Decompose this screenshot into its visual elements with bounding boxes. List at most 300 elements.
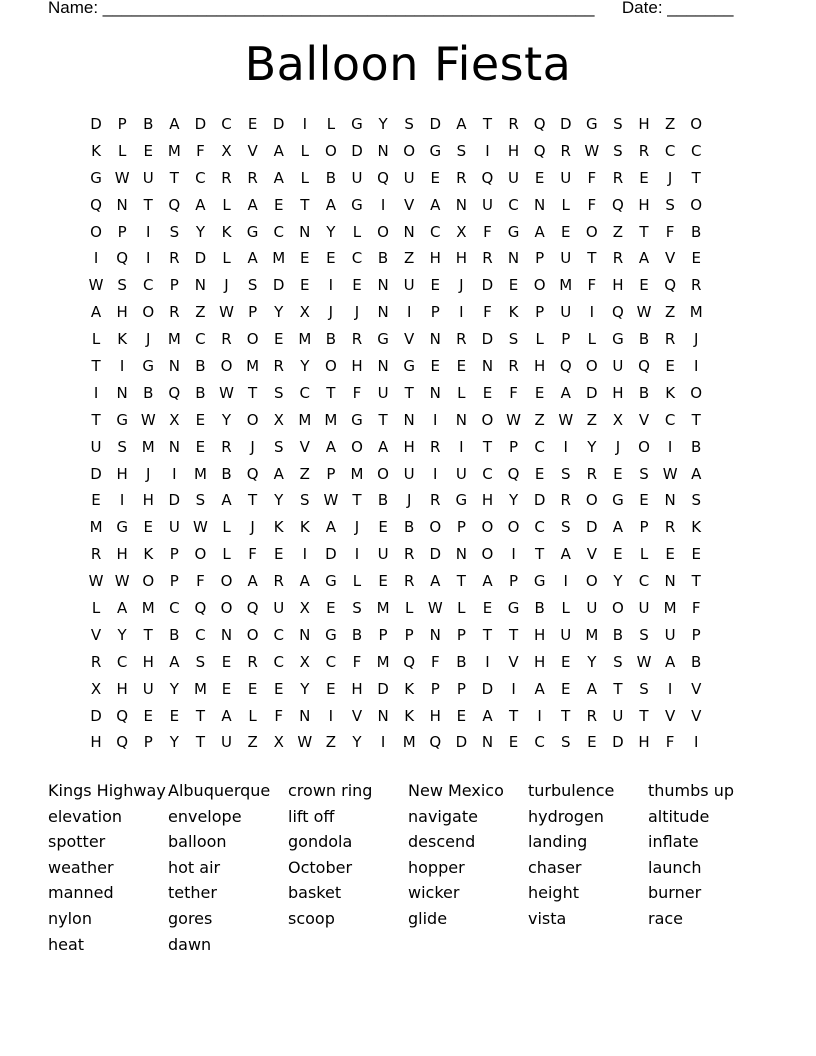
grid-letter[interactable]: U xyxy=(403,276,415,295)
grid-letter[interactable]: M xyxy=(585,625,599,644)
grid-letter[interactable]: P xyxy=(509,437,519,456)
grid-letter[interactable]: Q xyxy=(116,249,129,268)
grid-letter[interactable]: E xyxy=(456,706,467,725)
grid-letter[interactable]: M xyxy=(141,437,155,456)
grid-letter[interactable]: D xyxy=(90,706,102,725)
grid-letter[interactable]: B xyxy=(325,330,337,349)
grid-letter[interactable]: R xyxy=(664,330,676,349)
grid-letter[interactable]: I xyxy=(433,410,438,429)
grid-letter[interactable]: R xyxy=(430,437,441,456)
grid-letter[interactable]: L xyxy=(535,330,544,349)
grid-letter[interactable]: E xyxy=(665,545,675,564)
grid-letter[interactable]: E xyxy=(534,168,545,187)
grid-letter[interactable]: F xyxy=(352,383,362,402)
grid-letter[interactable]: I xyxy=(93,383,99,402)
grid-letter[interactable]: X xyxy=(299,652,310,671)
grid-letter[interactable]: L xyxy=(639,545,649,564)
grid-letter[interactable]: Q xyxy=(507,464,520,483)
grid-letter[interactable]: I xyxy=(563,437,568,456)
grid-letter[interactable]: Y xyxy=(508,491,519,510)
grid-letter[interactable]: G xyxy=(90,168,102,187)
grid-letter[interactable]: N xyxy=(220,625,233,644)
grid-letter[interactable]: E xyxy=(221,679,232,698)
grid-letter[interactable]: R xyxy=(430,491,441,510)
grid-letter[interactable]: O xyxy=(90,222,102,241)
grid-letter[interactable]: X xyxy=(221,141,232,160)
grid-letter[interactable]: E xyxy=(665,357,675,376)
grid-letter[interactable]: V xyxy=(90,625,102,644)
grid-letter[interactable]: P xyxy=(248,303,258,322)
grid-letter[interactable]: H xyxy=(116,545,128,564)
grid-letter[interactable]: N xyxy=(299,706,311,725)
grid-letter[interactable]: F xyxy=(430,652,440,671)
grid-letter[interactable]: K xyxy=(404,679,415,698)
grid-letter[interactable]: J xyxy=(459,276,464,295)
grid-letter[interactable]: Q xyxy=(403,652,416,671)
grid-letter[interactable]: B xyxy=(195,357,206,376)
grid-letter[interactable]: I xyxy=(667,679,673,698)
grid-letter[interactable]: Q xyxy=(533,141,546,160)
grid-letter[interactable]: C xyxy=(690,141,702,160)
grid-letter[interactable]: V xyxy=(299,437,310,456)
grid-letter[interactable]: C xyxy=(273,625,284,644)
grid-letter[interactable]: A xyxy=(221,706,232,725)
grid-letter[interactable]: B xyxy=(195,383,206,402)
grid-letter[interactable]: H xyxy=(455,249,467,268)
grid-letter[interactable]: N xyxy=(377,276,389,295)
grid-letter[interactable]: L xyxy=(457,383,466,402)
grid-letter[interactable]: I xyxy=(328,276,334,295)
grid-letter[interactable]: W xyxy=(297,733,313,752)
grid-letter[interactable]: L xyxy=(248,706,257,725)
grid-letter[interactable]: H xyxy=(534,357,546,376)
grid-letter[interactable]: T xyxy=(482,625,493,644)
grid-letter[interactable]: I xyxy=(119,357,125,376)
grid-letter[interactable]: J xyxy=(250,518,255,537)
grid-letter[interactable]: D xyxy=(429,115,442,133)
grid-letter[interactable]: V xyxy=(691,679,702,698)
grid-letter[interactable]: H xyxy=(612,276,624,295)
grid-letter[interactable]: I xyxy=(485,652,490,671)
grid-letter[interactable]: L xyxy=(222,195,231,214)
grid-letter[interactable]: Z xyxy=(664,303,676,322)
grid-letter[interactable]: O xyxy=(481,410,494,429)
grid-letter[interactable]: S xyxy=(613,115,623,133)
grid-letter[interactable]: M xyxy=(272,249,286,268)
grid-letter[interactable]: T xyxy=(91,410,101,429)
grid-letter[interactable]: D xyxy=(194,249,207,268)
grid-letter[interactable]: T xyxy=(691,410,701,429)
grid-letter[interactable]: J xyxy=(250,437,255,456)
grid-letter[interactable]: G xyxy=(612,491,624,510)
grid-letter[interactable]: A xyxy=(534,679,545,698)
grid-letter[interactable]: X xyxy=(299,599,310,618)
grid-letter[interactable]: E xyxy=(273,545,284,564)
grid-letter[interactable]: R xyxy=(273,572,284,591)
grid-letter[interactable]: T xyxy=(404,383,414,402)
grid-letter[interactable]: I xyxy=(328,706,334,725)
grid-letter[interactable]: U xyxy=(221,733,232,752)
grid-letter[interactable]: I xyxy=(485,141,490,160)
grid-letter[interactable]: I xyxy=(537,706,542,725)
grid-letter[interactable]: A xyxy=(586,679,597,698)
grid-letter[interactable]: E xyxy=(378,518,388,537)
grid-letter[interactable]: W xyxy=(636,303,652,322)
grid-letter[interactable]: R xyxy=(560,141,571,160)
grid-letter[interactable]: Y xyxy=(587,652,597,671)
grid-letter[interactable]: I xyxy=(146,222,151,241)
grid-letter[interactable]: C xyxy=(325,652,337,671)
grid-letter[interactable]: N xyxy=(377,706,389,725)
grid-letter[interactable]: E xyxy=(560,679,571,698)
grid-letter[interactable]: I xyxy=(667,437,673,456)
grid-letter[interactable]: P xyxy=(326,464,336,483)
grid-letter[interactable]: T xyxy=(352,491,362,510)
grid-letter[interactable]: G xyxy=(325,625,337,644)
grid-letter[interactable]: Q xyxy=(429,733,442,752)
grid-letter[interactable]: H xyxy=(507,141,520,160)
grid-letter[interactable]: S xyxy=(195,652,206,671)
grid-letter[interactable]: U xyxy=(508,168,520,187)
grid-letter[interactable]: W xyxy=(114,168,130,187)
grid-letter[interactable]: S xyxy=(665,195,675,214)
grid-letter[interactable]: E xyxy=(143,706,153,725)
grid-letter[interactable]: D xyxy=(586,383,598,402)
grid-letter[interactable]: C xyxy=(534,733,545,752)
grid-letter[interactable]: F xyxy=(665,733,675,752)
grid-letter[interactable]: H xyxy=(116,464,128,483)
grid-letter[interactable]: L xyxy=(561,599,570,618)
grid-letter[interactable]: B xyxy=(221,464,232,483)
grid-letter[interactable]: N xyxy=(429,330,441,349)
grid-letter[interactable]: W xyxy=(558,410,574,429)
grid-letter[interactable]: T xyxy=(248,491,258,510)
grid-letter[interactable]: F xyxy=(691,599,701,618)
grid-letter[interactable]: M xyxy=(559,276,573,295)
grid-letter[interactable]: O xyxy=(638,437,650,456)
grid-letter[interactable]: N xyxy=(377,303,389,322)
grid-letter[interactable]: O xyxy=(377,464,389,483)
grid-letter[interactable]: F xyxy=(665,222,675,241)
grid-letter[interactable]: O xyxy=(585,491,598,510)
grid-letter[interactable]: F xyxy=(509,383,518,402)
name-field[interactable]: Name: ____________________________________________________ xyxy=(48,0,595,17)
grid-letter[interactable]: H xyxy=(403,437,415,456)
grid-letter[interactable]: W xyxy=(427,599,443,618)
grid-letter[interactable]: V xyxy=(586,545,597,564)
grid-letter[interactable]: W xyxy=(636,652,652,671)
grid-letter[interactable]: Q xyxy=(612,195,624,214)
grid-letter[interactable]: A xyxy=(534,222,545,241)
grid-letter[interactable]: T xyxy=(561,706,571,725)
grid-letter[interactable]: E xyxy=(169,706,180,725)
grid-letter[interactable]: G xyxy=(507,222,520,241)
grid-letter[interactable]: T xyxy=(613,679,623,698)
grid-letter[interactable]: S xyxy=(352,599,362,618)
grid-letter[interactable]: R xyxy=(403,545,415,564)
grid-letter[interactable]: I xyxy=(380,195,386,214)
grid-letter[interactable]: D xyxy=(272,115,285,133)
grid-letter[interactable]: S xyxy=(613,652,623,671)
grid-letter[interactable]: H xyxy=(142,491,154,510)
grid-letter[interactable]: A xyxy=(456,115,467,133)
grid-letter[interactable]: J xyxy=(406,491,412,510)
grid-letter[interactable]: G xyxy=(533,572,546,591)
grid-letter[interactable]: V xyxy=(508,652,519,671)
grid-letter[interactable]: I xyxy=(459,303,464,322)
grid-letter[interactable]: I xyxy=(172,464,177,483)
grid-letter[interactable]: S xyxy=(560,733,571,752)
grid-letter[interactable]: W xyxy=(219,383,234,402)
grid-letter[interactable]: N xyxy=(168,437,180,456)
grid-letter[interactable]: K xyxy=(404,706,415,725)
grid-letter[interactable]: U xyxy=(455,464,467,483)
grid-letter[interactable]: I xyxy=(354,545,360,564)
grid-letter[interactable]: C xyxy=(221,115,232,133)
grid-letter[interactable]: I xyxy=(589,303,595,322)
grid-letter[interactable]: K xyxy=(117,330,128,349)
grid-letter[interactable]: S xyxy=(639,625,649,644)
grid-letter[interactable]: F xyxy=(196,141,205,160)
grid-letter[interactable]: E xyxy=(560,222,571,241)
grid-letter[interactable]: P xyxy=(117,222,127,241)
grid-letter[interactable]: Y xyxy=(300,679,310,698)
grid-letter[interactable]: P xyxy=(691,625,701,644)
grid-letter[interactable]: A xyxy=(273,141,284,160)
grid-letter[interactable]: B xyxy=(691,222,702,241)
grid-letter[interactable]: D xyxy=(481,679,494,698)
grid-letter[interactable]: E xyxy=(143,518,153,537)
grid-letter[interactable]: I xyxy=(511,679,516,698)
grid-letter[interactable]: I xyxy=(406,303,412,322)
grid-letter[interactable]: S xyxy=(404,115,414,133)
grid-letter[interactable]: G xyxy=(586,115,598,133)
grid-letter[interactable]: S xyxy=(691,491,701,510)
grid-letter[interactable]: S xyxy=(117,437,127,456)
grid-letter[interactable]: U xyxy=(560,249,572,268)
grid-letter[interactable]: S xyxy=(639,679,649,698)
grid-letter[interactable]: B xyxy=(325,168,337,187)
grid-letter[interactable]: R xyxy=(638,141,650,160)
grid-letter[interactable]: L xyxy=(300,168,309,187)
grid-letter[interactable]: Q xyxy=(168,195,181,214)
grid-letter[interactable]: X xyxy=(299,303,310,322)
grid-letter[interactable]: T xyxy=(169,168,179,187)
grid-letter[interactable]: C xyxy=(142,276,154,295)
grid-letter[interactable]: Q xyxy=(194,599,207,618)
grid-letter[interactable]: T xyxy=(143,625,153,644)
grid-letter[interactable]: E xyxy=(508,733,519,752)
grid-letter[interactable]: R xyxy=(690,276,702,295)
grid-letter[interactable]: E xyxy=(639,168,649,187)
grid-letter[interactable]: L xyxy=(352,222,362,241)
grid-letter[interactable]: Z xyxy=(612,222,624,241)
grid-letter[interactable]: H xyxy=(90,733,102,752)
grid-letter[interactable]: D xyxy=(455,733,468,752)
grid-letter[interactable]: C xyxy=(195,330,206,349)
grid-letter[interactable]: Z xyxy=(664,115,676,133)
grid-letter[interactable]: Q xyxy=(612,303,624,322)
grid-letter[interactable]: Y xyxy=(221,410,232,429)
grid-letter[interactable]: X xyxy=(612,410,624,429)
grid-letter[interactable]: J xyxy=(328,303,334,322)
grid-letter[interactable]: B xyxy=(691,437,702,456)
grid-letter[interactable]: E xyxy=(456,357,467,376)
grid-letter[interactable]: R xyxy=(247,652,258,671)
grid-letter[interactable]: M xyxy=(350,464,364,483)
grid-letter[interactable]: D xyxy=(559,115,572,133)
grid-letter[interactable]: P xyxy=(169,545,179,564)
grid-letter[interactable]: O xyxy=(246,330,259,349)
grid-letter[interactable]: Z xyxy=(195,303,206,322)
grid-letter[interactable]: A xyxy=(169,115,180,133)
grid-letter[interactable]: G xyxy=(429,141,442,160)
grid-letter[interactable]: U xyxy=(403,464,415,483)
grid-letter[interactable]: H xyxy=(534,625,546,644)
grid-letter[interactable]: C xyxy=(508,195,519,214)
grid-letter[interactable]: J xyxy=(354,303,360,322)
grid-letter[interactable]: O xyxy=(324,141,337,160)
grid-letter[interactable]: H xyxy=(534,652,546,671)
grid-letter[interactable]: E xyxy=(613,545,623,564)
grid-letter[interactable]: M xyxy=(193,679,207,698)
grid-letter[interactable]: P xyxy=(639,518,649,537)
grid-letter[interactable]: V xyxy=(664,706,676,725)
grid-letter[interactable]: T xyxy=(482,437,493,456)
grid-letter[interactable]: R xyxy=(586,706,598,725)
grid-letter[interactable]: T xyxy=(248,383,258,402)
grid-letter[interactable]: V xyxy=(404,195,415,214)
grid-letter[interactable]: T xyxy=(587,249,597,268)
grid-letter[interactable]: E xyxy=(430,357,440,376)
grid-letter[interactable]: Z xyxy=(247,733,258,752)
grid-letter[interactable]: Z xyxy=(299,464,310,483)
grid-letter[interactable]: M xyxy=(89,518,103,537)
grid-letter[interactable]: L xyxy=(326,115,336,133)
grid-letter[interactable]: M xyxy=(402,733,416,752)
grid-letter[interactable]: N xyxy=(116,383,128,402)
grid-letter[interactable]: N xyxy=(455,410,467,429)
grid-letter[interactable]: N xyxy=(481,733,494,752)
grid-letter[interactable]: F xyxy=(274,706,284,725)
grid-letter[interactable]: S xyxy=(639,464,649,483)
grid-letter[interactable]: M xyxy=(246,357,260,376)
grid-letter[interactable]: Y xyxy=(352,733,362,752)
grid-letter[interactable]: U xyxy=(586,599,598,618)
grid-letter[interactable]: O xyxy=(220,572,233,591)
grid-letter[interactable]: T xyxy=(326,383,336,402)
grid-letter[interactable]: U xyxy=(142,168,154,187)
grid-letter[interactable]: F xyxy=(587,168,597,187)
grid-letter[interactable]: E xyxy=(482,383,493,402)
grid-letter[interactable]: A xyxy=(664,652,676,671)
grid-letter[interactable]: A xyxy=(560,383,571,402)
grid-letter[interactable]: A xyxy=(273,464,284,483)
grid-letter[interactable]: Z xyxy=(586,410,597,429)
grid-letter[interactable]: O xyxy=(377,222,389,241)
grid-letter[interactable]: Y xyxy=(613,572,623,591)
grid-letter[interactable]: K xyxy=(143,545,154,564)
grid-letter[interactable]: E xyxy=(430,276,440,295)
grid-letter[interactable]: H xyxy=(116,679,128,698)
grid-letter[interactable]: P xyxy=(169,572,179,591)
grid-letter[interactable]: G xyxy=(455,491,468,510)
grid-letter[interactable]: E xyxy=(247,115,258,133)
grid-letter[interactable]: A xyxy=(273,168,284,187)
grid-letter[interactable]: R xyxy=(90,545,102,564)
grid-letter[interactable]: R xyxy=(612,249,624,268)
grid-letter[interactable]: I xyxy=(693,357,699,376)
grid-letter[interactable]: U xyxy=(142,679,154,698)
grid-letter[interactable]: M xyxy=(193,464,207,483)
grid-letter[interactable]: N xyxy=(168,357,180,376)
grid-letter[interactable]: A xyxy=(612,518,624,537)
grid-letter[interactable]: C xyxy=(534,437,545,456)
grid-letter[interactable]: D xyxy=(90,464,102,483)
grid-letter[interactable]: S xyxy=(300,491,310,510)
grid-letter[interactable]: L xyxy=(352,572,362,591)
grid-letter[interactable]: B xyxy=(351,625,363,644)
grid-letter[interactable]: P xyxy=(169,276,179,295)
grid-letter[interactable]: L xyxy=(404,599,414,618)
grid-letter[interactable]: Z xyxy=(325,733,337,752)
grid-letter[interactable]: F xyxy=(587,195,597,214)
grid-letter[interactable]: O xyxy=(429,518,442,537)
grid-letter[interactable]: U xyxy=(664,625,676,644)
grid-letter[interactable]: U xyxy=(638,599,650,618)
grid-letter[interactable]: Q xyxy=(664,276,677,295)
grid-letter[interactable]: O xyxy=(481,518,494,537)
grid-letter[interactable]: D xyxy=(481,330,494,349)
grid-letter[interactable]: E xyxy=(560,652,571,671)
grid-letter[interactable]: T xyxy=(691,572,701,591)
grid-letter[interactable]: R xyxy=(351,330,363,349)
grid-letter[interactable]: Q xyxy=(638,357,650,376)
grid-letter[interactable]: Z xyxy=(404,249,415,268)
grid-letter[interactable]: Q xyxy=(246,599,259,618)
grid-letter[interactable]: U xyxy=(90,437,102,456)
grid-letter[interactable]: A xyxy=(247,572,258,591)
grid-letter[interactable]: J xyxy=(146,464,151,483)
grid-letter[interactable]: P xyxy=(117,115,127,133)
grid-letter[interactable]: F xyxy=(196,572,205,591)
grid-letter[interactable]: N xyxy=(116,195,128,214)
grid-letter[interactable]: T xyxy=(378,410,388,429)
grid-letter[interactable]: C xyxy=(638,572,650,591)
grid-letter[interactable]: N xyxy=(403,222,415,241)
grid-letter[interactable]: B xyxy=(612,625,624,644)
grid-letter[interactable]: L xyxy=(300,141,309,160)
grid-letter[interactable]: A xyxy=(325,518,337,537)
grid-letter[interactable]: L xyxy=(222,518,231,537)
grid-letter[interactable]: O xyxy=(585,222,598,241)
grid-letter[interactable]: K xyxy=(508,303,519,322)
grid-letter[interactable]: B xyxy=(143,383,154,402)
grid-letter[interactable]: G xyxy=(612,330,624,349)
grid-letter[interactable]: G xyxy=(116,518,128,537)
grid-letter[interactable]: D xyxy=(168,491,181,510)
grid-letter[interactable]: R xyxy=(403,572,415,591)
grid-letter[interactable]: O xyxy=(220,599,233,618)
grid-letter[interactable]: E xyxy=(300,276,310,295)
grid-letter[interactable]: E xyxy=(195,437,206,456)
grid-letter[interactable]: N xyxy=(299,222,311,241)
grid-letter[interactable]: T xyxy=(195,706,205,725)
grid-letter[interactable]: K xyxy=(691,518,702,537)
grid-letter[interactable]: L xyxy=(91,330,101,349)
grid-letter[interactable]: I xyxy=(93,249,99,268)
grid-letter[interactable]: E xyxy=(691,249,701,268)
